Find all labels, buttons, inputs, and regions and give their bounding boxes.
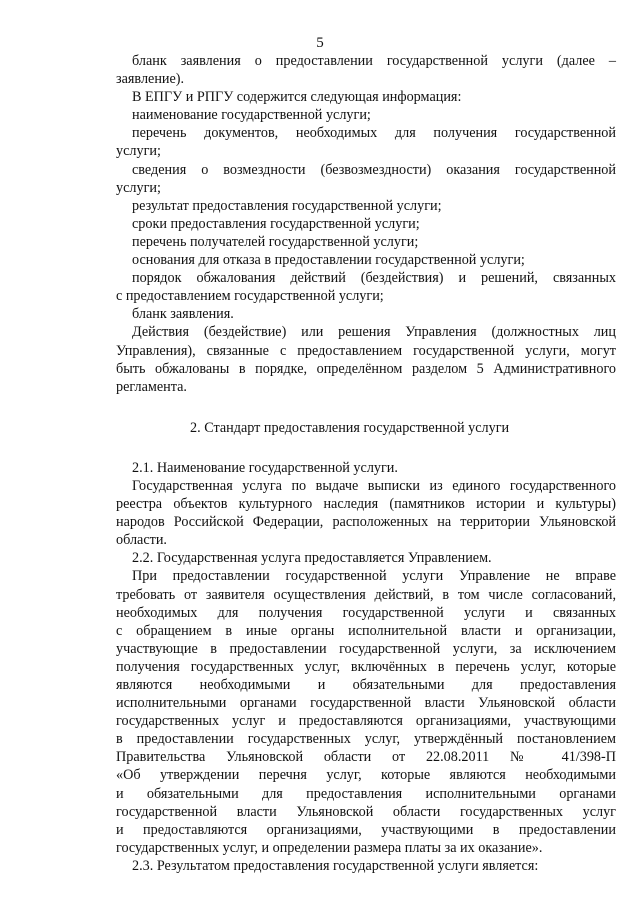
document-body — [116, 52, 616, 875]
text-line: регламента. — [116, 378, 187, 395]
text-line: заявление). — [116, 71, 185, 88]
text-line: и обязательными для предоставления исполнительными органами — [116, 785, 616, 802]
text-line: необходимых для получения государственной услуги и связанных — [116, 604, 616, 621]
text-line: государственных услуг, и определении размера платы за их оказание». — [116, 839, 543, 856]
text-line: 2.3. Результатом предоставления государственной услуги является: — [132, 857, 539, 874]
text-line: сроки предоставления государственной услуги; — [132, 215, 420, 232]
text-line: реестра объектов культурного наследия (памятников истории и культуры) — [116, 496, 616, 513]
text-line: перечень документов, необходимых для получения государственной — [132, 125, 616, 142]
text-line: являются необходимыми и обязательными для предоставления — [116, 677, 616, 693]
text-line: быть обжалованы в порядке, определённом разделом 5 Административного — [116, 360, 616, 377]
text-line: бланк заявления о предоставлении государственной услуги (далее – — [132, 53, 616, 69]
text-line: Действия (бездействие) или решения Управления (должностных лиц — [132, 324, 616, 341]
text-line: наименование государственной услуги; — [132, 107, 371, 124]
text-line: Государственная услуга по выдаче выписки из единого государственного — [132, 477, 616, 494]
text-line: получения государственных услуг, включённых в перечень услуг, которые — [116, 658, 616, 675]
text-line: с обращением в иные органы исполнительной власти и организации, — [116, 622, 616, 639]
text-line: с предоставлением государственной услуги; — [116, 288, 384, 305]
text-line: государственной власти Ульяновской области государственных услуг — [116, 803, 616, 820]
text-line: услуги; — [116, 179, 161, 196]
text-line: 2.1. Наименование государственной услуги. — [132, 459, 398, 476]
text-line: сведения о возмездности (безвозмездности) оказания государственной — [132, 161, 616, 178]
section-heading: 2. Стандарт предоставления государственной услуги — [190, 419, 510, 436]
page-number: 5 — [316, 35, 324, 51]
paragraph-gap — [116, 437, 616, 459]
text-line: государственных услуг и предоставляются организациями, участвующими — [116, 713, 616, 730]
text-line: результат предоставления государственной услуги; — [132, 197, 442, 214]
text-line: исполнительными органами государственной власти Ульяновской области — [116, 695, 616, 712]
text-line: области. — [116, 532, 167, 549]
text-line: 2.2. Государственная услуга предоставляется Управлением. — [132, 550, 492, 567]
text-line: и предоставляются организациями, участвующими в предоставлении — [116, 821, 616, 838]
text-line: В ЕПГУ и РПГУ содержится следующая информация: — [132, 89, 462, 106]
text-line: основания для отказа в предоставлении государственной услуги; — [132, 252, 525, 269]
text-line: перечень получателей государственной услуги; — [132, 233, 419, 250]
text-line: При предоставлении государственной услуги Управление не вправе — [132, 568, 616, 585]
text-line: участвующие в предоставлении государственной услуги, за исключением — [116, 640, 616, 657]
text-line: бланк заявления. — [132, 306, 234, 323]
text-line: Управления), связанные с предоставлением государственной услуги, могут — [116, 342, 616, 359]
text-line: требовать от заявителя осуществления действий, в том числе согласований, — [116, 586, 616, 603]
text-line: порядок обжалования действий (бездействия) и решений, связанных — [132, 270, 616, 287]
text-line: в предоставлении государственных услуг, утверждённый постановлением — [116, 731, 616, 748]
text-line: Правительства Ульяновской области от 22.08.2011 № 41/398-П — [116, 749, 616, 766]
text-line: народов Российской Федерации, расположенных на территории Ульяновской — [116, 514, 616, 531]
text-line: «Об утверждении перечня услуг, которые являются необходимыми — [116, 767, 616, 784]
paragraph-gap — [116, 396, 616, 419]
text-line: услуги; — [116, 143, 161, 160]
